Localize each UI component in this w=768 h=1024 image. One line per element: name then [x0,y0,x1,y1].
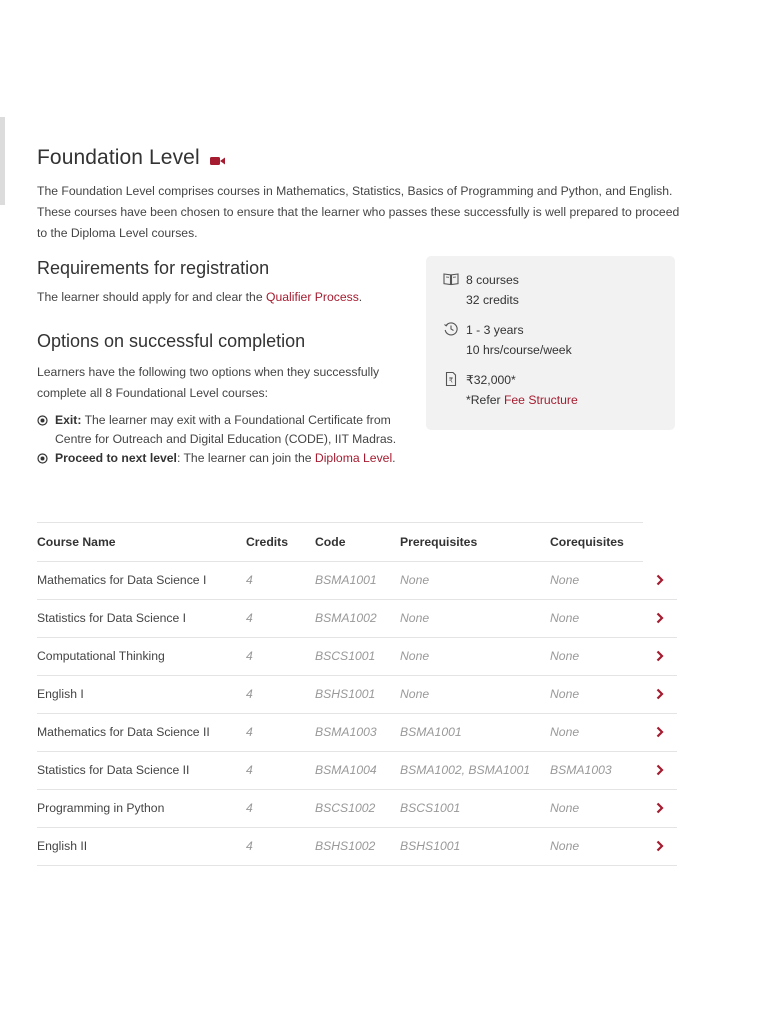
chevron-right-icon[interactable] [655,612,665,624]
course-prerequisites: BSHS1001 [400,839,461,853]
chevron-right-icon[interactable] [655,726,665,738]
radio-bullet-icon [37,453,48,464]
table-row[interactable] [37,638,677,676]
chevron-right-icon[interactable] [655,764,665,776]
course-count: 8 courses [466,273,519,287]
option-exit-desc: The learner may exit with a Foundational Certificate from Centre for Outreach and Digital Education (CODE), IIT Madras. [55,413,397,446]
chevron-right-icon[interactable] [655,840,665,852]
option-exit-text [55,411,412,448]
table-row[interactable] [37,600,677,638]
book-icon [443,271,459,287]
chevron-right-icon[interactable] [655,802,665,814]
course-prerequisites: BSCS1001 [400,801,461,815]
courses-info [443,270,519,310]
course-corequisites: None [550,801,580,815]
header-prerequisites: Prerequisites [400,535,478,549]
chevron-right-icon[interactable] [655,574,665,586]
course-prerequisites: BSMA1001 [400,725,462,739]
option-proceed-after: . [392,451,396,465]
header-credits: Credits [246,535,288,549]
table-row[interactable] [37,752,677,790]
table-row[interactable] [37,828,677,866]
course-credits: 4 [246,649,253,663]
course-credits: 4 [246,839,253,853]
course-code: BSMA1001 [315,573,377,587]
course-credits: 4 [246,763,253,777]
requirements-heading: Requirements for registration [37,258,270,278]
courses-info-lines [466,270,519,310]
options-intro: Learners have the following two options when they successfully complete all 8 Foundational Level courses: [37,365,380,400]
requirements-text-before: The learner should apply for and clear the [37,290,266,304]
fee-refer-text: *Refer [466,393,504,407]
fee-amount: ₹32,000* [466,373,516,387]
page-title: Foundation Level [37,146,200,169]
course-prerequisites: None [400,611,430,625]
options-heading: Options on successful completion [37,331,306,351]
course-prerequisites: BSMA1002, BSMA1001 [400,763,531,777]
course-name: English I [37,687,84,701]
table-row[interactable] [37,562,677,600]
qualifier-process-link[interactable]: Qualifier Process [266,290,359,304]
chevron-right-icon[interactable] [655,688,665,700]
table-row[interactable] [37,714,677,752]
course-code: BSCS1001 [315,649,376,663]
requirements-text-after: . [358,290,363,304]
option-proceed-desc: : The learner can join the [176,451,315,465]
course-code: BSMA1004 [315,763,377,777]
course-credits: 4 [246,573,253,587]
option-proceed-text [55,449,396,468]
course-name: Programming in Python [37,801,165,815]
course-prerequisites: None [400,687,430,701]
diploma-level-link[interactable]: Diploma Level [314,451,393,465]
fee-info [443,370,578,410]
duration-info-lines [466,320,572,360]
chevron-right-icon[interactable] [655,650,665,662]
course-corequisites: BSMA1003 [550,763,612,777]
table-header-row [37,522,643,562]
credit-count: 32 credits [466,293,519,307]
list-item [37,449,412,468]
fee-structure-link[interactable]: Fee Structure [503,393,578,407]
option-proceed-label: Proceed to next level [55,451,177,465]
fee-info-lines [466,370,578,410]
course-name: Mathematics for Data Science I [37,573,207,587]
course-prerequisites: None [400,649,430,663]
course-summary-box [426,256,675,430]
course-credits: 4 [246,687,253,701]
course-code: BSMA1002 [315,611,377,625]
fee-receipt-icon [443,371,459,387]
options-list [37,411,412,469]
course-code: BSHS1002 [315,839,376,853]
header-course-name: Course Name [37,535,116,549]
course-corequisites: None [550,611,580,625]
course-corequisites: None [550,649,580,663]
course-name: English II [37,839,88,853]
list-item [37,411,412,448]
radio-bullet-icon [37,415,48,426]
course-credits: 4 [246,801,253,815]
course-prerequisites: None [400,573,430,587]
table-row[interactable] [37,676,677,714]
duration: 1 - 3 years [466,323,524,337]
duration-info [443,320,572,360]
course-credits: 4 [246,725,253,739]
course-name: Computational Thinking [37,649,165,663]
course-code: BSHS1001 [315,687,376,701]
svg-text:₹: ₹ [448,376,454,385]
course-corequisites: None [550,839,580,853]
intro-paragraph: The Foundation Level comprises courses in Mathematics, Statistics, Basics of Programming and Python, and English. These courses have been chosen to ensure that the learner who passes these successfully is well prepared to proceed to the Diploma Level courses. [37,184,680,240]
course-name: Statistics for Data Science I [37,611,187,625]
left-edge-scroll-indicator [0,117,5,205]
course-corequisites: None [550,687,580,701]
requirements-text [37,290,362,304]
course-corequisites: None [550,725,580,739]
course-code: BSMA1003 [315,725,377,739]
course-credits: 4 [246,611,253,625]
course-name: Statistics for Data Science II [37,763,190,777]
course-corequisites: None [550,573,580,587]
course-code: BSCS1002 [315,801,376,815]
header-code: Code [315,535,346,549]
video-camera-icon[interactable] [210,154,226,166]
course-name: Mathematics for Data Science II [37,725,210,739]
courses-table [37,522,677,866]
title-row [37,146,226,170]
fee-refer [466,390,578,410]
option-exit-label: Exit: [55,413,82,427]
weekly-hours: 10 hrs/course/week [466,343,572,357]
table-row[interactable] [37,790,677,828]
history-clock-icon [443,321,459,337]
header-corequisites: Corequisites [550,535,624,549]
